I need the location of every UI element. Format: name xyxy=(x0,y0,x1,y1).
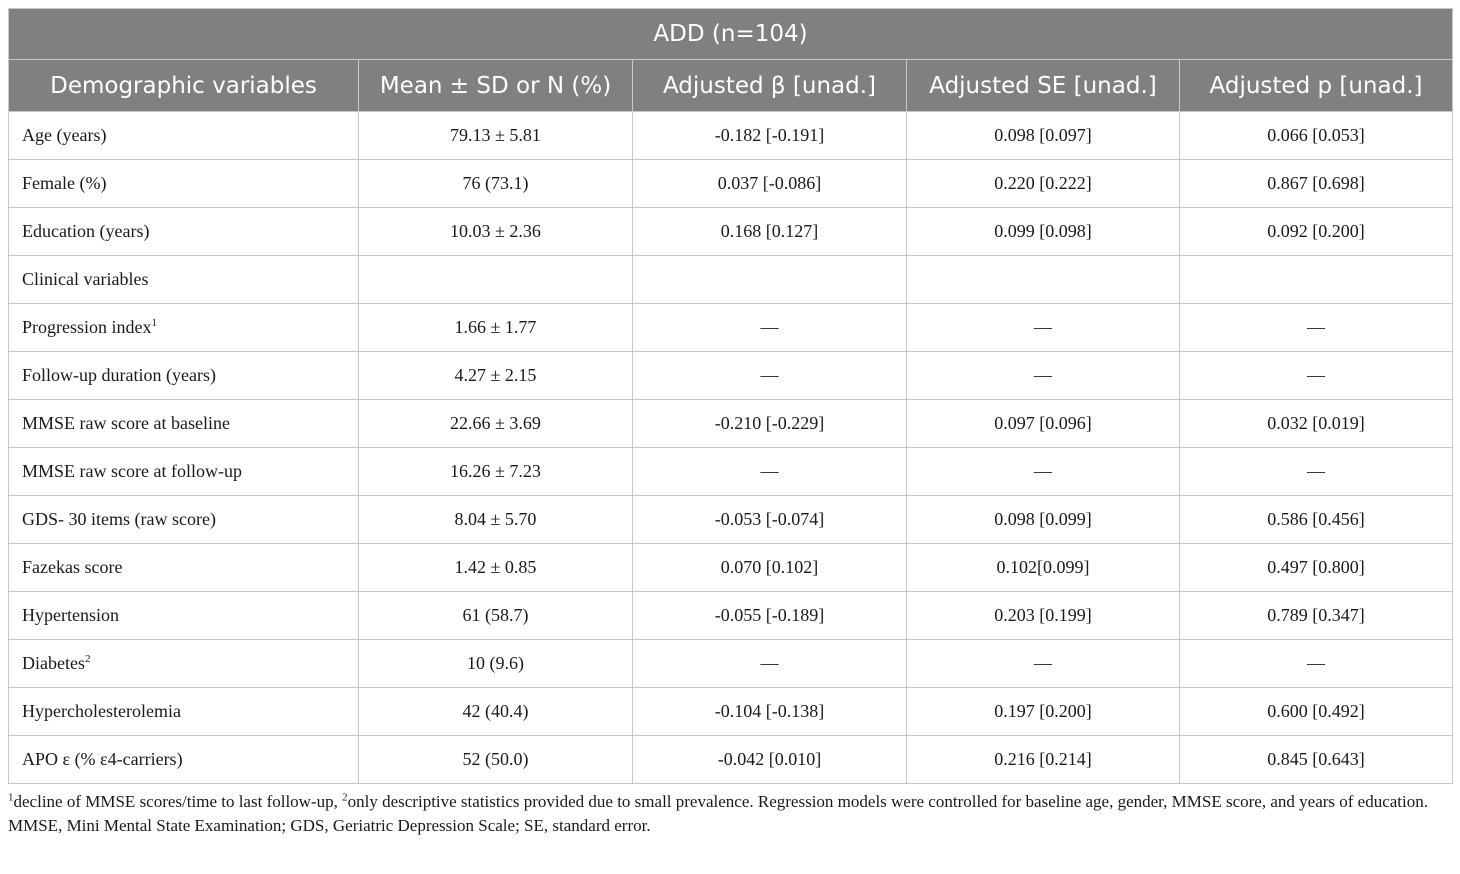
table-row xyxy=(9,640,1453,688)
cell-variable xyxy=(9,304,359,352)
cell-mean: 76 (73.1) xyxy=(359,160,633,208)
cell-variable xyxy=(9,640,359,688)
cell-se: — xyxy=(907,304,1180,352)
cell-variable xyxy=(9,688,359,736)
header-mean: Mean ± SD or N (%) xyxy=(359,60,633,112)
cell-mean: 8.04 ± 5.70 xyxy=(359,496,633,544)
header-beta: Adjusted β [unad.] xyxy=(633,60,907,112)
cell-beta xyxy=(633,256,907,304)
table-row xyxy=(9,592,1453,640)
footnote-text-1: decline of MMSE scores/time to last follow-up, xyxy=(13,792,343,811)
cell-p: 0.789 [0.347] xyxy=(1180,592,1453,640)
cell-se: 0.216 [0.214] xyxy=(907,736,1180,784)
cell-beta: -0.042 [0.010] xyxy=(633,736,907,784)
cell-mean: 4.27 ± 2.15 xyxy=(359,352,633,400)
footnote-text-2: only descriptive statistics provided due to small prevalence. Regression models were controlled for baseline age, gender, MMSE score, and years of education. xyxy=(347,792,1429,811)
variable-label: Hypercholesterolemia xyxy=(22,701,181,721)
table-row xyxy=(9,160,1453,208)
table-row xyxy=(9,736,1453,784)
cell-variable xyxy=(9,112,359,160)
cell-se: 0.097 [0.096] xyxy=(907,400,1180,448)
cell-variable xyxy=(9,208,359,256)
table-row xyxy=(9,352,1453,400)
cell-se: 0.102[0.099] xyxy=(907,544,1180,592)
cell-beta: -0.182 [-0.191] xyxy=(633,112,907,160)
variable-label: Clinical variables xyxy=(22,269,149,289)
variable-label: MMSE raw score at baseline xyxy=(22,413,230,433)
footnote-marker-2: 2 xyxy=(342,791,348,804)
cell-p: 0.867 [0.698] xyxy=(1180,160,1453,208)
cell-mean: 10.03 ± 2.36 xyxy=(359,208,633,256)
header-p: Adjusted p [unad.] xyxy=(1180,60,1453,112)
cell-p: 0.586 [0.456] xyxy=(1180,496,1453,544)
cell-beta: -0.104 [-0.138] xyxy=(633,688,907,736)
header-se: Adjusted SE [unad.] xyxy=(907,60,1180,112)
variable-label: Female (%) xyxy=(22,173,107,193)
table-row xyxy=(9,400,1453,448)
cell-se xyxy=(907,256,1180,304)
cell-variable xyxy=(9,256,359,304)
cell-mean: 16.26 ± 7.23 xyxy=(359,448,633,496)
cell-variable xyxy=(9,352,359,400)
table-row xyxy=(9,208,1453,256)
header-variables: Demographic variables xyxy=(9,60,359,112)
cell-beta: — xyxy=(633,448,907,496)
variable-label: Hypertension xyxy=(22,605,119,625)
variable-label: Age (years) xyxy=(22,125,107,145)
cell-mean: 1.66 ± 1.77 xyxy=(359,304,633,352)
cell-mean: 1.42 ± 0.85 xyxy=(359,544,633,592)
cell-p: 0.092 [0.200] xyxy=(1180,208,1453,256)
variable-label: Progression index xyxy=(22,317,152,337)
cell-beta: -0.210 [-0.229] xyxy=(633,400,907,448)
cell-p: 0.032 [0.019] xyxy=(1180,400,1453,448)
cell-se: — xyxy=(907,448,1180,496)
cell-se: 0.098 [0.097] xyxy=(907,112,1180,160)
footnote-marker-1: 1 xyxy=(8,791,14,804)
abbreviations-note: MMSE, Mini Mental State Examination; GDS, Geriatric Depression Scale; SE, standard error. xyxy=(8,816,651,835)
cell-p: — xyxy=(1180,304,1453,352)
cell-variable xyxy=(9,400,359,448)
cell-se: — xyxy=(907,352,1180,400)
cell-beta: -0.053 [-0.074] xyxy=(633,496,907,544)
variable-label: Diabetes xyxy=(22,653,85,673)
cell-p: — xyxy=(1180,448,1453,496)
table-row xyxy=(9,448,1453,496)
cell-se: 0.203 [0.199] xyxy=(907,592,1180,640)
table-row xyxy=(9,544,1453,592)
cell-mean xyxy=(359,256,633,304)
table-band-row xyxy=(9,9,1453,60)
variable-label: Follow-up duration (years) xyxy=(22,365,216,385)
table-row xyxy=(9,688,1453,736)
cell-p: 0.497 [0.800] xyxy=(1180,544,1453,592)
cell-variable xyxy=(9,544,359,592)
cell-p: 0.845 [0.643] xyxy=(1180,736,1453,784)
variable-label: APO ε (% ε4-carriers) xyxy=(22,749,183,769)
table-row xyxy=(9,496,1453,544)
variable-label: MMSE raw score at follow-up xyxy=(22,461,242,481)
variable-label: Fazekas score xyxy=(22,557,123,577)
cell-mean: 42 (40.4) xyxy=(359,688,633,736)
cell-beta: — xyxy=(633,352,907,400)
table-row xyxy=(9,112,1453,160)
footnote-marker: 1 xyxy=(151,317,157,329)
cell-beta: 0.037 [-0.086] xyxy=(633,160,907,208)
footnote-1 xyxy=(8,790,1452,814)
variable-label: Education (years) xyxy=(22,221,150,241)
cell-beta: — xyxy=(633,640,907,688)
variable-label: GDS- 30 items (raw score) xyxy=(22,509,216,529)
cell-mean: 79.13 ± 5.81 xyxy=(359,112,633,160)
cell-se: 0.197 [0.200] xyxy=(907,688,1180,736)
cell-p: — xyxy=(1180,640,1453,688)
cell-se: 0.220 [0.222] xyxy=(907,160,1180,208)
cell-mean: 61 (58.7) xyxy=(359,592,633,640)
footnote-marker: 2 xyxy=(84,653,91,665)
cell-mean: 10 (9.6) xyxy=(359,640,633,688)
cell-p xyxy=(1180,256,1453,304)
cell-se: 0.098 [0.099] xyxy=(907,496,1180,544)
table-row xyxy=(9,256,1453,304)
table-footnotes xyxy=(8,790,1452,838)
table-row xyxy=(9,304,1453,352)
cell-variable xyxy=(9,448,359,496)
cell-beta: -0.055 [-0.189] xyxy=(633,592,907,640)
cell-mean: 52 (50.0) xyxy=(359,736,633,784)
cell-variable xyxy=(9,496,359,544)
cell-p: — xyxy=(1180,352,1453,400)
table-body xyxy=(9,112,1453,784)
header-row xyxy=(9,60,1453,112)
table-container xyxy=(8,8,1452,838)
cell-se: — xyxy=(907,640,1180,688)
group-title: ADD (n=104) xyxy=(9,9,1453,60)
cell-variable xyxy=(9,160,359,208)
cell-beta: 0.168 [0.127] xyxy=(633,208,907,256)
cell-beta: 0.070 [0.102] xyxy=(633,544,907,592)
cell-p: 0.600 [0.492] xyxy=(1180,688,1453,736)
cell-se: 0.099 [0.098] xyxy=(907,208,1180,256)
cell-mean: 22.66 ± 3.69 xyxy=(359,400,633,448)
cell-variable xyxy=(9,736,359,784)
results-table xyxy=(8,8,1453,784)
cell-p: 0.066 [0.053] xyxy=(1180,112,1453,160)
cell-beta: — xyxy=(633,304,907,352)
cell-variable xyxy=(9,592,359,640)
